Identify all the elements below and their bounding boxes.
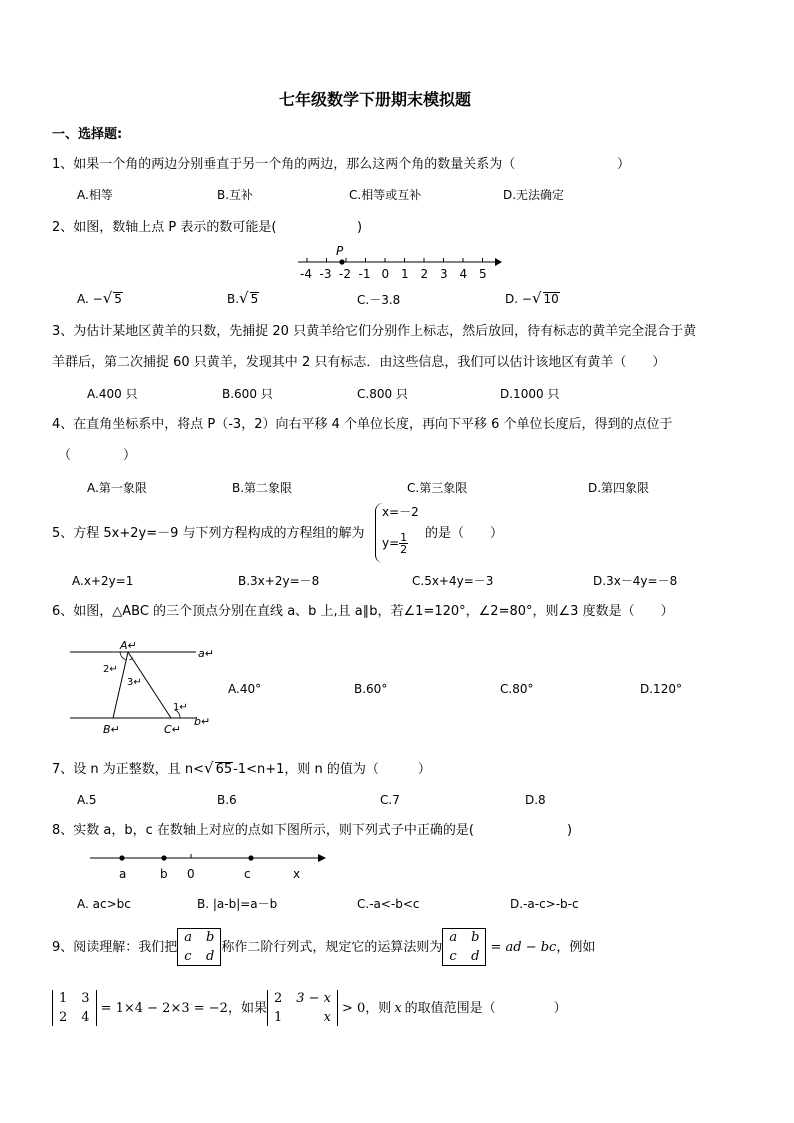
q5-equation-system	[375, 503, 422, 563]
q6-option-b: B.60°	[354, 682, 388, 696]
q9-line-1: 9、阅读理解：我们把 a b c d 称作二阶行列式，规定它的运算法则为 a b c d = ad − bc ，例如	[52, 930, 596, 964]
q8-point-c	[248, 855, 253, 860]
q9-example-determinant: 1 3 2 4	[52, 990, 97, 1026]
q6-label-a-vertex: A↵	[120, 639, 137, 652]
q8-option-d: D.-a-c>-b-c	[510, 897, 579, 911]
q6-label-b-vertex: B↵	[103, 723, 120, 736]
q7-option-c: C.7	[380, 793, 400, 807]
q2-close: )	[357, 220, 363, 235]
q2-tick-label: 1	[401, 267, 409, 281]
q2-option-d: D. −√ 10	[505, 289, 559, 307]
q2-option-c: C.－3.8	[357, 293, 401, 307]
q5-option-a: A.x+2y=1	[72, 574, 134, 588]
q1-close: ）	[617, 157, 631, 172]
q6-side-ab	[113, 652, 128, 718]
q5-option-c: C.5x+4y=－3	[412, 574, 494, 588]
q5-tail: 的是（ ）	[425, 526, 504, 541]
q6-option-c: C.80°	[500, 682, 534, 696]
q6-label-c-vertex: C↵	[164, 723, 181, 736]
q8-point-b	[161, 855, 166, 860]
q3-line-2: 羊群后，第二次捕捉 60 只黄羊，发现其中 2 只有标志．由这些信息，我们可以估计该地区有黄羊（ ）	[52, 355, 666, 370]
q8-stem: 8、实数 a，b，c 在数轴上对应的点如下图所示，则下列式子中正确的是(	[52, 823, 474, 838]
q7-option-b: B.6	[217, 793, 237, 807]
q1-option-b: B.互补	[217, 188, 254, 202]
q8-close: )	[567, 823, 573, 838]
q1-option-a: A.相等	[77, 188, 113, 202]
q8-option-b: B. |a-b|=a－b	[197, 897, 278, 911]
q8-label-zero: 0	[187, 867, 195, 881]
q7-stem: 7、设 n 为正整数，且 n<√ 65-1<n+1，则 n 的值为（ ）	[52, 759, 431, 777]
q1-stem: 1、如果一个角的两边分别垂直于另一个角的两边，那么这两个角的数量关系为（	[52, 157, 516, 172]
q7-option-a: A.5	[77, 793, 97, 807]
q6-label-angle-2: 2↵	[103, 664, 118, 675]
q2-tick-label: -2	[339, 267, 351, 281]
q6-label-line-a: a↵	[198, 647, 214, 660]
q4-line-1: 4、在直角坐标系中，将点 P（-3，2）向右平移 4 个单位长度，再向下平移 6 个单位长度后，得到的点位于	[52, 417, 673, 432]
q2-point-p	[339, 259, 344, 264]
q4-line-2: （ ）	[58, 448, 137, 463]
q3-option-b: B.600 只	[222, 387, 273, 401]
q5-system-y: y= $\frac{1}{2}$	[382, 531, 408, 556]
q4-option-b: B.第二象限	[232, 481, 293, 495]
page-title: 七年级数学下册期末模拟题	[279, 90, 472, 109]
q6-stem: 6、如图，△ABC 的三个顶点分别在直线 a、b 上,且 a∥b，若∠1=120°，∠2=80°，则∠3 度数是（ ）	[52, 604, 674, 619]
q6-option-a: A.40°	[228, 682, 262, 696]
q4-option-c: C.第三象限	[407, 481, 468, 495]
q2-tick-label: -3	[319, 267, 332, 281]
q3-option-c: C.800 只	[357, 387, 408, 401]
q8-point-a	[119, 855, 124, 860]
q5-option-d: D.3x－4y=－8	[593, 574, 678, 588]
q3-line-1: 3、为估计某地区黄羊的只数，先捕捉 20 只黄羊给它们分别作上标志，然后放回，待有标志的黄羊完全混合于黄	[52, 324, 697, 339]
q5-system-x: x=－2	[382, 505, 419, 519]
q8-label-x: x	[293, 867, 301, 881]
q6-triangle-figure	[68, 638, 218, 738]
q8-label-c: c	[244, 867, 251, 881]
q6-label-angle-3: 3↵	[127, 677, 142, 688]
q9-matrix-rule: a b c d	[442, 928, 486, 966]
q2-tick-label: 0	[381, 267, 390, 281]
q9-matrix-abcd: a b c d	[177, 928, 221, 966]
q6-label-angle-1: 1↵	[173, 702, 188, 713]
q9-condition-determinant: 2 3 − x 1 x	[267, 990, 338, 1026]
q5-stem: 5、方程 5x+2y=－9 与下列方程构成的方程组的解为	[52, 526, 365, 541]
q1-option-d: D.无法确定	[503, 188, 565, 202]
q6-option-d: D.120°	[640, 682, 682, 696]
q4-option-d: D.第四象限	[588, 481, 650, 495]
q4-option-a: A.第一象限	[87, 481, 147, 495]
q6-label-line-b: b↵	[194, 715, 211, 728]
q2-option-b: B.√ 5	[227, 289, 259, 307]
q2-tick-label: -4	[300, 267, 312, 281]
q8-label-b: b	[160, 867, 168, 881]
q5-option-b: B.3x+2y=－8	[238, 574, 320, 588]
q8-option-c: C.-a<-b<c	[357, 897, 420, 911]
q2-tick-label: -1	[358, 267, 371, 281]
q8-number-line	[88, 848, 328, 884]
q7-option-d: D.8	[525, 793, 546, 807]
q2-point-label: P	[336, 244, 344, 258]
q2-tick-label: 5	[479, 267, 487, 281]
q2-tick-label: 4	[459, 267, 468, 281]
q3-option-d: D.1000 只	[500, 387, 560, 401]
q2-option-a: A. −√ 5	[77, 289, 122, 307]
q2-tick-label: 3	[440, 267, 448, 281]
q9-line-2: 1 3 2 4 = 1×4 − 2×3 = −2 ，如果 2 3 − x 1 x > 0 ，则 x 的取值范围是（ ）	[52, 990, 567, 1026]
q3-option-a: A.400 只	[87, 387, 138, 401]
q1-option-c: C.相等或互补	[349, 188, 422, 202]
q8-label-a: a	[119, 867, 127, 881]
section-heading: 一、选择题:	[52, 127, 123, 142]
q2-number-line	[290, 242, 510, 282]
q8-option-a: A. ac>bc	[77, 897, 131, 911]
q2-tick-label: 2	[420, 267, 429, 281]
q2-stem: 2、如图，数轴上点 P 表示的数可能是(	[52, 220, 277, 235]
